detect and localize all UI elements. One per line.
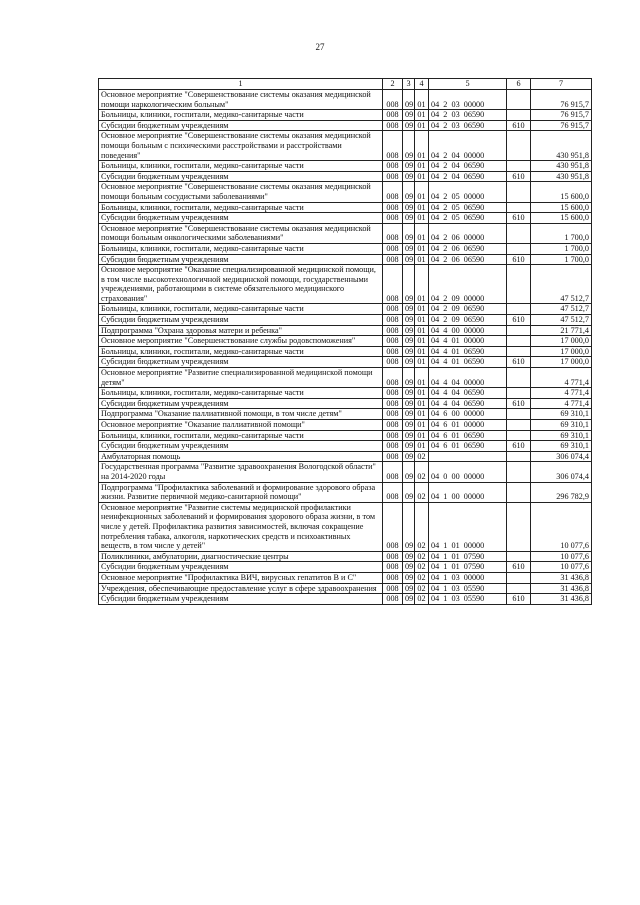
target-article-cell: 04 2 03 06590 (429, 110, 507, 121)
amount-cell: 69 310,1 (531, 441, 592, 452)
row-name-cell: Основное мероприятие "Совершенствование системы оказания медицинской помощи больным онкологическими заболеваниями" (99, 223, 383, 243)
target-article-cell: 04 6 00 00000 (429, 409, 507, 420)
row-name-cell: Больницы, клиники, госпитали, медико-санитарные части (99, 388, 383, 399)
ministry-code-cell: 008 (383, 451, 403, 462)
amount-cell: 4 771,4 (531, 388, 592, 399)
ministry-code-cell: 008 (383, 562, 403, 573)
amount-cell: 430 951,8 (531, 161, 592, 172)
section-code-cell: 09 (403, 441, 415, 452)
amount-cell: 31 436,8 (531, 572, 592, 583)
section-code-cell: 09 (403, 368, 415, 388)
section-code-cell: 09 (403, 213, 415, 224)
target-article-cell: 04 2 05 00000 (429, 182, 507, 202)
target-article-cell: 04 6 01 06590 (429, 441, 507, 452)
row-name-cell: Основное мероприятие "Совершенствование системы оказания медицинской помощи больным сосудистыми заболеваниями" (99, 182, 383, 202)
row-name-cell: Больницы, клиники, госпитали, медико-санитарные части (99, 202, 383, 213)
section-code-cell: 09 (403, 482, 415, 502)
ministry-code-cell: 008 (383, 441, 403, 452)
row-name-cell: Государственная программа "Развитие здравоохранения Вологодской области" на 2014-2020 годы (99, 462, 383, 482)
ministry-code-cell: 008 (383, 357, 403, 368)
table-row (99, 430, 592, 441)
section-code-cell: 09 (403, 243, 415, 254)
expense-type-cell (507, 420, 531, 431)
target-article-cell: 04 2 09 06590 (429, 304, 507, 315)
table-row (99, 357, 592, 368)
subsection-code-cell: 02 (415, 583, 429, 594)
subsection-code-cell: 01 (415, 388, 429, 399)
table-row (99, 254, 592, 265)
amount-cell: 15 600,0 (531, 213, 592, 224)
ministry-code-cell: 008 (383, 182, 403, 202)
table-row (99, 441, 592, 452)
amount-cell: 430 951,8 (531, 131, 592, 161)
section-code-cell: 09 (403, 409, 415, 420)
expense-type-cell (507, 551, 531, 562)
table-row (99, 368, 592, 388)
section-code-cell: 09 (403, 388, 415, 399)
amount-cell: 10 077,6 (531, 562, 592, 573)
section-code-cell: 09 (403, 551, 415, 562)
target-article-cell: 04 4 01 06590 (429, 346, 507, 357)
ministry-code-cell: 008 (383, 304, 403, 315)
table-row (99, 462, 592, 482)
ministry-code-cell: 008 (383, 420, 403, 431)
ministry-code-cell: 008 (383, 502, 403, 551)
subsection-code-cell: 02 (415, 572, 429, 583)
row-name-cell: Субсидии бюджетным учреждениям (99, 357, 383, 368)
section-code-cell: 09 (403, 462, 415, 482)
amount-cell: 76 915,7 (531, 110, 592, 121)
expense-type-cell (507, 202, 531, 213)
table-row (99, 182, 592, 202)
expense-type-cell: 610 (507, 562, 531, 573)
expense-type-cell (507, 388, 531, 399)
subsection-code-cell: 01 (415, 368, 429, 388)
section-code-cell: 09 (403, 502, 415, 551)
section-code-cell: 09 (403, 562, 415, 573)
expense-type-cell (507, 409, 531, 420)
amount-cell: 69 310,1 (531, 409, 592, 420)
row-name-cell: Субсидии бюджетным учреждениям (99, 171, 383, 182)
table-row (99, 325, 592, 336)
ministry-code-cell: 008 (383, 120, 403, 131)
expense-type-cell (507, 161, 531, 172)
subsection-code-cell: 01 (415, 265, 429, 304)
section-code-cell: 09 (403, 336, 415, 347)
amount-cell: 1 700,0 (531, 254, 592, 265)
section-code-cell: 09 (403, 583, 415, 594)
subsection-code-cell: 01 (415, 120, 429, 131)
section-code-cell: 09 (403, 171, 415, 182)
target-article-cell: 04 1 03 00000 (429, 572, 507, 583)
subsection-code-cell: 01 (415, 213, 429, 224)
table-row (99, 451, 592, 462)
amount-cell: 76 915,7 (531, 90, 592, 110)
amount-cell: 1 700,0 (531, 223, 592, 243)
subsection-code-cell: 01 (415, 161, 429, 172)
subsection-code-cell: 01 (415, 409, 429, 420)
column-header: 4 (415, 79, 429, 90)
row-name-cell: Подпрограмма "Охрана здоровья матери и ребенка" (99, 325, 383, 336)
column-header: 6 (507, 79, 531, 90)
subsection-code-cell: 02 (415, 462, 429, 482)
section-code-cell: 09 (403, 120, 415, 131)
expense-type-cell (507, 368, 531, 388)
ministry-code-cell: 008 (383, 482, 403, 502)
expense-type-cell (507, 451, 531, 462)
target-article-cell: 04 2 05 06590 (429, 213, 507, 224)
subsection-code-cell: 01 (415, 202, 429, 213)
section-code-cell: 09 (403, 398, 415, 409)
target-article-cell: 04 4 04 06590 (429, 398, 507, 409)
target-article-cell: 04 4 04 00000 (429, 368, 507, 388)
table-row (99, 223, 592, 243)
expense-type-cell: 610 (507, 398, 531, 409)
target-article-cell: 04 2 04 00000 (429, 131, 507, 161)
subsection-code-cell: 02 (415, 562, 429, 573)
row-name-cell: Субсидии бюджетным учреждениям (99, 120, 383, 131)
target-article-cell: 04 2 06 06590 (429, 254, 507, 265)
target-article-cell: 04 6 01 00000 (429, 420, 507, 431)
expense-type-cell (507, 243, 531, 254)
section-code-cell: 09 (403, 420, 415, 431)
subsection-code-cell: 01 (415, 171, 429, 182)
amount-cell: 4 771,4 (531, 368, 592, 388)
section-code-cell: 09 (403, 357, 415, 368)
subsection-code-cell: 01 (415, 430, 429, 441)
ministry-code-cell: 008 (383, 90, 403, 110)
expense-type-cell (507, 90, 531, 110)
expense-type-cell: 610 (507, 441, 531, 452)
row-name-cell: Поликлиники, амбулатории, диагностические центры (99, 551, 383, 562)
section-code-cell: 09 (403, 315, 415, 326)
row-name-cell: Больницы, клиники, госпитали, медико-санитарные части (99, 243, 383, 254)
ministry-code-cell: 008 (383, 551, 403, 562)
target-article-cell: 04 2 04 06590 (429, 171, 507, 182)
ministry-code-cell: 008 (383, 346, 403, 357)
table-row (99, 398, 592, 409)
row-name-cell: Основное мероприятие "Совершенствование системы оказания медицинской помощи наркологическим больным" (99, 90, 383, 110)
row-name-cell: Больницы, клиники, госпитали, медико-санитарные части (99, 161, 383, 172)
subsection-code-cell: 02 (415, 502, 429, 551)
expense-type-cell (507, 482, 531, 502)
amount-cell: 296 782,9 (531, 482, 592, 502)
expense-type-cell: 610 (507, 357, 531, 368)
section-code-cell: 09 (403, 110, 415, 121)
target-article-cell: 04 1 03 05590 (429, 594, 507, 605)
amount-cell: 306 074,4 (531, 462, 592, 482)
amount-cell: 15 600,0 (531, 182, 592, 202)
ministry-code-cell: 008 (383, 594, 403, 605)
target-article-cell: 04 4 00 00000 (429, 325, 507, 336)
expense-type-cell: 610 (507, 594, 531, 605)
amount-cell: 17 000,0 (531, 346, 592, 357)
amount-cell: 76 915,7 (531, 120, 592, 131)
row-name-cell: Субсидии бюджетным учреждениям (99, 315, 383, 326)
row-name-cell: Субсидии бюджетным учреждениям (99, 441, 383, 452)
section-code-cell: 09 (403, 325, 415, 336)
ministry-code-cell: 008 (383, 254, 403, 265)
table-row (99, 336, 592, 347)
ministry-code-cell: 008 (383, 336, 403, 347)
subsection-code-cell: 01 (415, 254, 429, 265)
row-name-cell: Подпрограмма "Профилактика заболеваний и формирование здорового образа жизни. Развитие первичной медико-санитарной помощи" (99, 482, 383, 502)
table-header-row (99, 79, 592, 90)
ministry-code-cell: 008 (383, 131, 403, 161)
table-row (99, 502, 592, 551)
expense-type-cell (507, 325, 531, 336)
section-code-cell: 09 (403, 223, 415, 243)
subsection-code-cell: 01 (415, 90, 429, 110)
row-name-cell: Субсидии бюджетным учреждениям (99, 398, 383, 409)
amount-cell: 47 512,7 (531, 304, 592, 315)
row-name-cell: Больницы, клиники, госпитали, медико-санитарные части (99, 430, 383, 441)
target-article-cell: 04 1 01 00000 (429, 502, 507, 551)
table-row (99, 409, 592, 420)
subsection-code-cell: 01 (415, 131, 429, 161)
subsection-code-cell: 01 (415, 346, 429, 357)
column-header: 1 (99, 79, 383, 90)
target-article-cell: 04 2 09 00000 (429, 265, 507, 304)
section-code-cell: 09 (403, 131, 415, 161)
row-name-cell: Основное мероприятие "Развитие специализированной медицинской помощи детям" (99, 368, 383, 388)
amount-cell: 430 951,8 (531, 171, 592, 182)
section-code-cell: 09 (403, 430, 415, 441)
subsection-code-cell: 01 (415, 110, 429, 121)
expense-type-cell (507, 223, 531, 243)
amount-cell: 31 436,8 (531, 583, 592, 594)
ministry-code-cell: 008 (383, 430, 403, 441)
ministry-code-cell: 008 (383, 110, 403, 121)
section-code-cell: 09 (403, 254, 415, 265)
target-article-cell: 04 2 04 06590 (429, 161, 507, 172)
column-header: 2 (383, 79, 403, 90)
expense-type-cell (507, 304, 531, 315)
row-name-cell: Учреждения, обеспечивающие предоставление услуг в сфере здравоохранения (99, 583, 383, 594)
target-article-cell: 04 1 01 07590 (429, 562, 507, 573)
subsection-code-cell: 01 (415, 336, 429, 347)
section-code-cell: 09 (403, 451, 415, 462)
row-name-cell: Основное мероприятие "Совершенствование службы родовспоможения" (99, 336, 383, 347)
table-row (99, 120, 592, 131)
expense-type-cell (507, 572, 531, 583)
row-name-cell: Больницы, клиники, госпитали, медико-санитарные части (99, 304, 383, 315)
table-body (99, 90, 592, 605)
row-name-cell: Больницы, клиники, госпитали, медико-санитарные части (99, 346, 383, 357)
section-code-cell: 09 (403, 202, 415, 213)
amount-cell: 17 000,0 (531, 336, 592, 347)
row-name-cell: Основное мероприятие "Совершенствование системы оказания медицинской помощи больным с психическими расстройствами и расстройствами поведения" (99, 131, 383, 161)
expense-type-cell: 610 (507, 254, 531, 265)
table-row (99, 346, 592, 357)
ministry-code-cell: 008 (383, 583, 403, 594)
budget-table (98, 78, 592, 605)
subsection-code-cell: 01 (415, 182, 429, 202)
amount-cell: 15 600,0 (531, 202, 592, 213)
expense-type-cell (507, 430, 531, 441)
section-code-cell: 09 (403, 182, 415, 202)
table-row (99, 420, 592, 431)
row-name-cell: Подпрограмма "Оказание паллиативной помощи, в том числе детям" (99, 409, 383, 420)
table-row (99, 90, 592, 110)
target-article-cell: 04 4 01 06590 (429, 357, 507, 368)
expense-type-cell (507, 110, 531, 121)
row-name-cell: Больницы, клиники, госпитали, медико-санитарные части (99, 110, 383, 121)
subsection-code-cell: 02 (415, 482, 429, 502)
expense-type-cell: 610 (507, 171, 531, 182)
expense-type-cell (507, 131, 531, 161)
target-article-cell (429, 451, 507, 462)
table-row (99, 315, 592, 326)
amount-cell: 69 310,1 (531, 420, 592, 431)
ministry-code-cell: 008 (383, 161, 403, 172)
target-article-cell: 04 1 03 05590 (429, 583, 507, 594)
amount-cell: 47 512,7 (531, 265, 592, 304)
subsection-code-cell: 02 (415, 451, 429, 462)
section-code-cell: 09 (403, 572, 415, 583)
ministry-code-cell: 008 (383, 171, 403, 182)
expense-type-cell: 610 (507, 120, 531, 131)
amount-cell: 69 310,1 (531, 430, 592, 441)
section-code-cell: 09 (403, 594, 415, 605)
ministry-code-cell: 008 (383, 213, 403, 224)
table-row (99, 482, 592, 502)
ministry-code-cell: 008 (383, 388, 403, 399)
target-article-cell: 04 2 05 06590 (429, 202, 507, 213)
section-code-cell: 09 (403, 346, 415, 357)
amount-cell: 10 077,6 (531, 502, 592, 551)
amount-cell: 31 436,8 (531, 594, 592, 605)
column-header: 5 (429, 79, 507, 90)
ministry-code-cell: 008 (383, 223, 403, 243)
ministry-code-cell: 008 (383, 243, 403, 254)
table-row (99, 594, 592, 605)
row-name-cell: Основное мероприятие "Оказание специализированной медицинской помощи, в том числе высокотехнологичной медицинской помощи, государственными учреждениями, работающими в системе обязательного медицинского страхования" (99, 265, 383, 304)
expense-type-cell (507, 346, 531, 357)
subsection-code-cell: 01 (415, 357, 429, 368)
target-article-cell: 04 4 01 00000 (429, 336, 507, 347)
section-code-cell: 09 (403, 304, 415, 315)
subsection-code-cell: 01 (415, 223, 429, 243)
expense-type-cell (507, 583, 531, 594)
ministry-code-cell: 008 (383, 368, 403, 388)
table-row (99, 551, 592, 562)
subsection-code-cell: 01 (415, 325, 429, 336)
page-number: 27 (315, 42, 325, 52)
row-name-cell: Субсидии бюджетным учреждениям (99, 562, 383, 573)
table-row (99, 171, 592, 182)
subsection-code-cell: 02 (415, 594, 429, 605)
row-name-cell: Основное мероприятие "Развитие системы медицинской профилактики неинфекционных заболеваний и формирования здорового образа жизни, в том числе у детей. Профилактика развития зависимостей, включая сокращение потребления табака, алкоголя, наркотических средств и психоактивных веществ, в том числе у детей" (99, 502, 383, 551)
amount-cell: 1 700,0 (531, 243, 592, 254)
expense-type-cell (507, 462, 531, 482)
table-row (99, 388, 592, 399)
row-name-cell: Основное мероприятие "Профилактика ВИЧ, вирусных гепатитов В и С" (99, 572, 383, 583)
table-row (99, 110, 592, 121)
amount-cell: 21 771,4 (531, 325, 592, 336)
row-name-cell: Амбулаторная помощь (99, 451, 383, 462)
table-row (99, 265, 592, 304)
row-name-cell: Субсидии бюджетным учреждениям (99, 213, 383, 224)
ministry-code-cell: 008 (383, 325, 403, 336)
ministry-code-cell: 008 (383, 409, 403, 420)
ministry-code-cell: 008 (383, 265, 403, 304)
subsection-code-cell: 01 (415, 441, 429, 452)
target-article-cell: 04 1 01 07590 (429, 551, 507, 562)
table-row (99, 202, 592, 213)
table-row (99, 131, 592, 161)
ministry-code-cell: 008 (383, 398, 403, 409)
amount-cell: 47 512,7 (531, 315, 592, 326)
section-code-cell: 09 (403, 161, 415, 172)
target-article-cell: 04 2 06 06590 (429, 243, 507, 254)
amount-cell: 306 074,4 (531, 451, 592, 462)
table-row (99, 161, 592, 172)
subsection-code-cell: 01 (415, 304, 429, 315)
section-code-cell: 09 (403, 265, 415, 304)
target-article-cell: 04 2 06 00000 (429, 223, 507, 243)
table-row (99, 583, 592, 594)
subsection-code-cell: 01 (415, 315, 429, 326)
target-article-cell: 04 0 00 00000 (429, 462, 507, 482)
target-article-cell: 04 4 04 06590 (429, 388, 507, 399)
subsection-code-cell: 01 (415, 420, 429, 431)
expense-type-cell (507, 182, 531, 202)
column-header: 7 (531, 79, 592, 90)
expense-type-cell: 610 (507, 315, 531, 326)
ministry-code-cell: 008 (383, 315, 403, 326)
expense-type-cell (507, 336, 531, 347)
ministry-code-cell: 008 (383, 202, 403, 213)
subsection-code-cell: 02 (415, 551, 429, 562)
amount-cell: 17 000,0 (531, 357, 592, 368)
subsection-code-cell: 01 (415, 398, 429, 409)
section-code-cell: 09 (403, 90, 415, 110)
expense-type-cell (507, 265, 531, 304)
expense-type-cell (507, 502, 531, 551)
table-row (99, 243, 592, 254)
target-article-cell: 04 6 01 06590 (429, 430, 507, 441)
amount-cell: 10 077,6 (531, 551, 592, 562)
table-row (99, 562, 592, 573)
target-article-cell: 04 2 03 06590 (429, 120, 507, 131)
target-article-cell: 04 2 09 06590 (429, 315, 507, 326)
row-name-cell: Основное мероприятие "Оказание паллиативной помощи" (99, 420, 383, 431)
ministry-code-cell: 008 (383, 462, 403, 482)
column-header: 3 (403, 79, 415, 90)
row-name-cell: Субсидии бюджетным учреждениям (99, 254, 383, 265)
table-row (99, 572, 592, 583)
amount-cell: 4 771,4 (531, 398, 592, 409)
target-article-cell: 04 2 03 00000 (429, 90, 507, 110)
expense-type-cell: 610 (507, 213, 531, 224)
table-row (99, 213, 592, 224)
ministry-code-cell: 008 (383, 572, 403, 583)
target-article-cell: 04 1 00 00000 (429, 482, 507, 502)
table-row (99, 304, 592, 315)
subsection-code-cell: 01 (415, 243, 429, 254)
row-name-cell: Субсидии бюджетным учреждениям (99, 594, 383, 605)
